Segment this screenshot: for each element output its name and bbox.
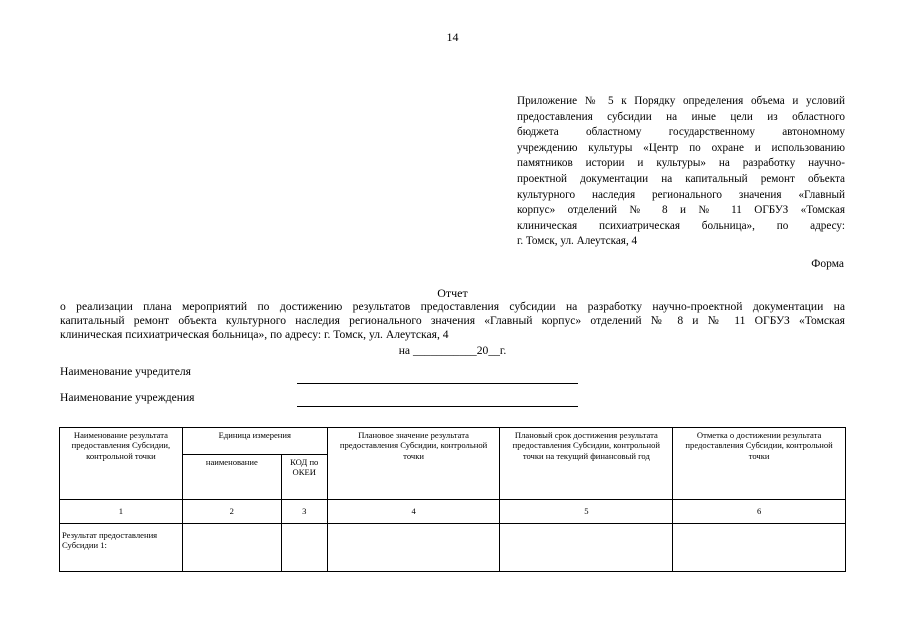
- row-plan-date[interactable]: [500, 524, 673, 572]
- header-achievement-mark: Отметка о достижении результата предоставления Субсидии, контрольной точки: [673, 428, 846, 500]
- table-row: [60, 524, 846, 572]
- report-subtitle: [60, 300, 845, 342]
- header-result-name: Наименование результата предоставления Субсидии, контрольной точки: [60, 428, 183, 500]
- report-date: на ___________20__г.: [398, 344, 507, 357]
- header-unit-code: КОД по ОКЕИ: [281, 455, 327, 500]
- header-plan-date: Плановый срок достижения результата предоставления Субсидии, контрольной точки на текущий финансовый год: [500, 428, 673, 500]
- form-label: Форма: [811, 258, 844, 270]
- founder-input-line[interactable]: [297, 383, 578, 384]
- header-plan-value: Плановое значение результата предоставления Субсидии, контрольной точки: [327, 428, 500, 500]
- appendix-note: [517, 94, 845, 250]
- row-achievement-mark[interactable]: [673, 524, 846, 572]
- report-title: Отчет: [437, 286, 468, 300]
- report-subtitle-line: о реализации плана мероприятий по достижению результатов предоставления субсидии на разработку научно-проектной документации на: [60, 300, 845, 313]
- institution-label: Наименование учреждения: [60, 391, 195, 404]
- report-subtitle-line: клиническая психиатрическая больница», по адресу: г. Томск, ул. Алеутская, 4: [60, 328, 449, 341]
- row-plan-value[interactable]: [327, 524, 500, 572]
- appendix-line: клиническая психиатрическая больница», по адресу:: [517, 219, 845, 232]
- column-number: 4: [327, 500, 500, 524]
- header-unit-group: Единица измерения: [182, 428, 327, 455]
- appendix-line: проектной документации на капитальный ремонт объекта: [517, 172, 845, 185]
- results-table: [59, 427, 846, 572]
- appendix-line: бюджета областному государственному автономному: [517, 126, 845, 139]
- appendix-line: Приложение № 5 к Порядку определения объема и условий: [517, 95, 845, 107]
- founder-label: Наименование учредителя: [60, 365, 191, 378]
- column-number: 5: [500, 500, 673, 524]
- appendix-line: учреждению культуры «Центр по охране и использованию: [517, 141, 845, 154]
- column-number: 6: [673, 500, 846, 524]
- row-unit-name[interactable]: [182, 524, 281, 572]
- column-number: 2: [182, 500, 281, 524]
- institution-input-line[interactable]: [297, 406, 578, 407]
- row-unit-code[interactable]: [281, 524, 327, 572]
- row-result-name: Результат предоставления Субсидии 1:: [60, 524, 183, 572]
- page-number: 14: [446, 30, 459, 44]
- appendix-line: культурного наследия регионального значения «Главный: [517, 188, 845, 201]
- appendix-line: памятников истории и культуры» на разработку научно-: [517, 157, 845, 170]
- column-number: 3: [281, 500, 327, 524]
- appendix-line: предоставления субсидии на иные цели из областного: [517, 110, 845, 123]
- header-unit-name: наименование: [182, 455, 281, 500]
- appendix-line: корпус» отделений № 8 и № 11 ОГБУЗ «Томская: [517, 204, 845, 217]
- column-number: 1: [60, 500, 183, 524]
- appendix-line: г. Томск, ул. Алеутская, 4: [517, 235, 638, 248]
- report-subtitle-line: капитальный ремонт объекта культурного наследия регионального значения «Главный корпус» отделений № 8 и № 11 ОГБУЗ «Томская: [60, 314, 845, 327]
